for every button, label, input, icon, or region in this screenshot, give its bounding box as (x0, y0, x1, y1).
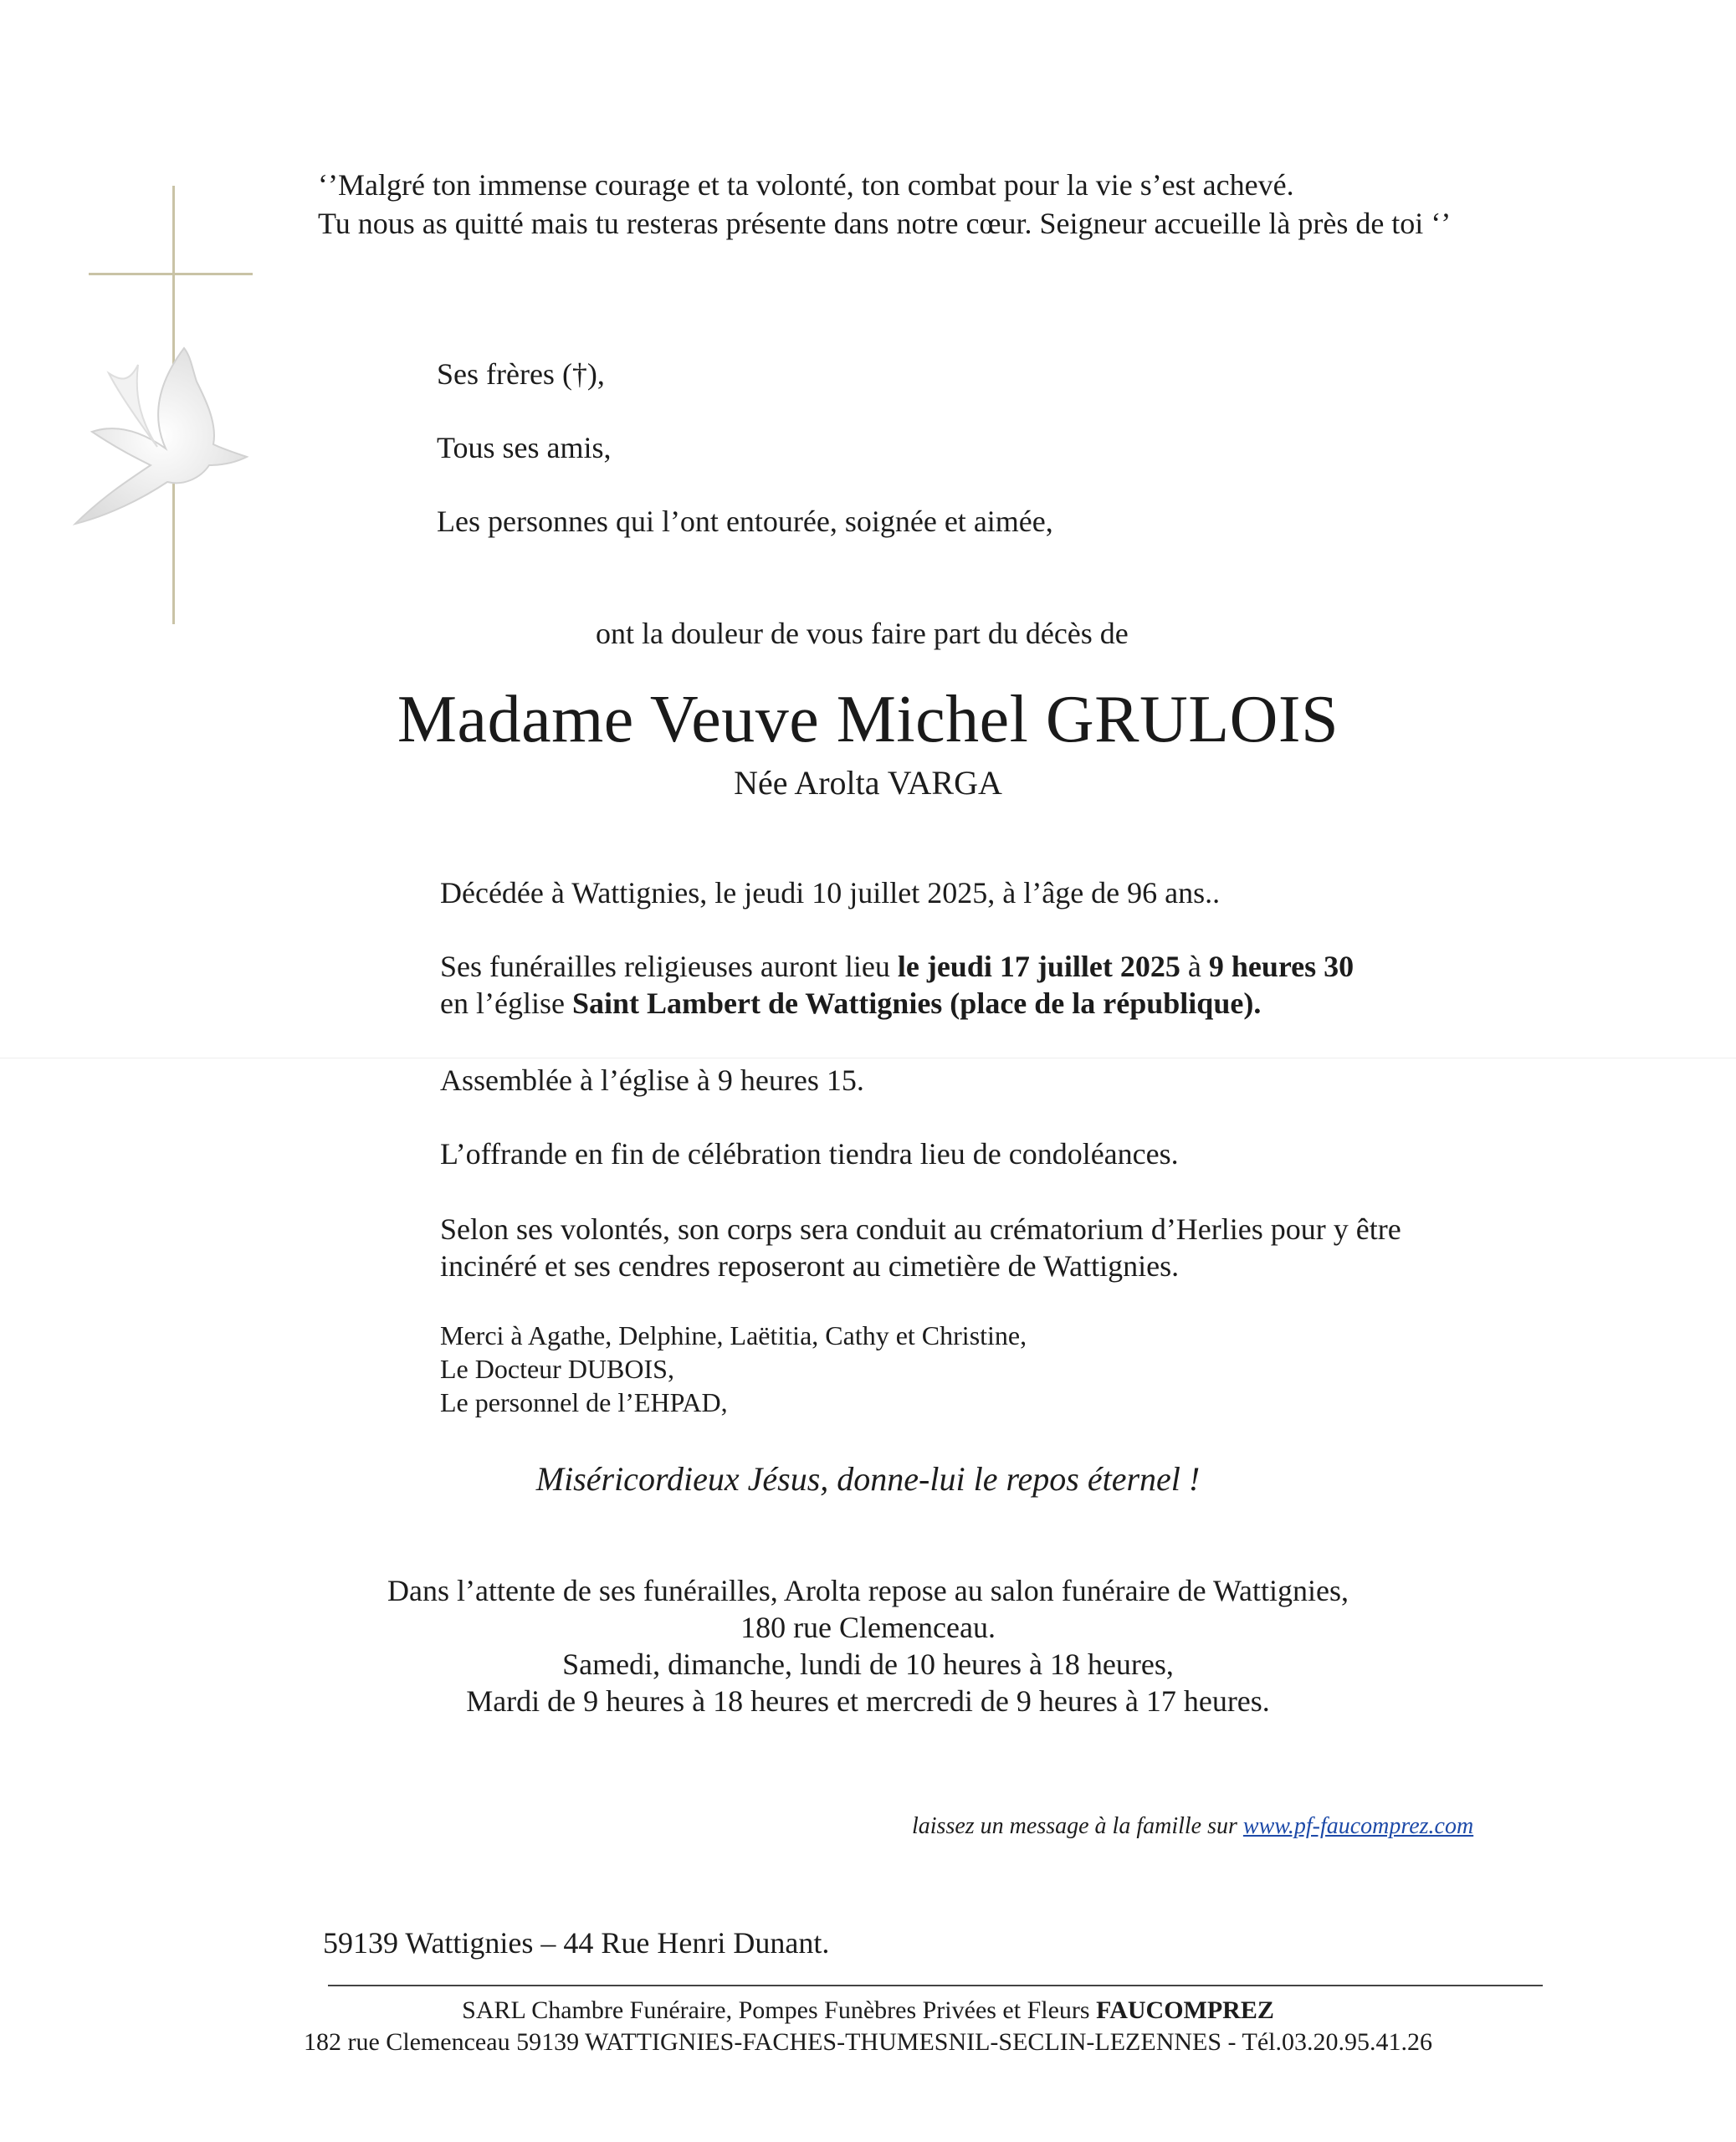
thanks-line: Le personnel de l’EHPAD, (440, 1387, 728, 1417)
thanks-line: Le Docteur DUBOIS, (440, 1354, 674, 1384)
family-brothers: Ses frères (†), (437, 357, 605, 391)
message-prompt (912, 1811, 1473, 1842)
assembly-time: Assemblée à l’église à 9 heures 15. (440, 1063, 864, 1097)
footer-company-prefix: SARL Chambre Funéraire, Pompes Funèbres Privées et Fleurs (462, 1996, 1090, 2024)
offering-note: L’offrande en fin de célébration tiendra lieu de condoléances. (440, 1137, 1179, 1171)
quote-line: Tu nous as quitté mais tu resteras présente dans notre cœur. Seigneur accueille là près de toi ‘’ (318, 207, 1452, 240)
funeral-line-1 (440, 947, 1354, 986)
wishes-line-2: incinéré et ses cendres reposeront au cimetière de Wattignies. (440, 1249, 1180, 1283)
viewing-line: 180 rue Clemenceau. (740, 1611, 996, 1644)
birth-name: Née Arolta VARGA (734, 764, 1002, 802)
thanks-block (440, 1319, 1027, 1419)
family-address: 59139 Wattignies – 44 Rue Henri Dunant. (323, 1926, 830, 1960)
funeral-line-2 (440, 984, 1261, 1022)
viewing-line: Samedi, dimanche, lundi de 10 heures à 18 heures, (562, 1647, 1174, 1681)
funeral-intro: Ses funérailles religieuses auront lieu (440, 950, 890, 983)
footer-divider (328, 1985, 1543, 1986)
footer-address: 182 rue Clemenceau 59139 WATTIGNIES-FACHES-THUMESNIL-SECLIN-LEZENNES - Tél.03.20.95.41.26 (304, 2028, 1432, 2056)
condolence-website-link[interactable]: www.pf-faucomprez.com (1242, 1813, 1474, 1839)
death-notice: Décédée à Wattignies, le jeudi 10 juillet 2025, à l’âge de 96 ans.. (440, 876, 1221, 910)
footer-company-name: FAUCOMPREZ (1096, 1996, 1274, 2024)
wishes-line-1: Selon ses volontés, son corps sera conduit au crématorium d’Herlies pour y être (440, 1212, 1401, 1246)
family-friends: Tous ses amis, (437, 431, 612, 464)
opening-quote (318, 166, 1451, 243)
funeral-at: à (1187, 950, 1201, 983)
dove-icon (59, 331, 276, 549)
message-text: laissez un message à la famille sur (912, 1813, 1237, 1839)
quote-line: ‘’Malgré ton immense courage et ta volonté, ton combat pour la vie s’est achevé. (318, 168, 1294, 202)
announcement: ont la douleur de vous faire part du décès de (596, 617, 1129, 650)
viewing-line: Dans l’attente de ses funérailles, Arolta repose au salon funéraire de Wattignies, (387, 1574, 1349, 1607)
funeral-time: 9 heures 30 (1208, 950, 1354, 983)
funeral-place: Saint Lambert de Wattignies (place de la république). (571, 986, 1262, 1020)
deceased-name: Madame Veuve Michel GRULOIS (397, 683, 1339, 756)
funeral-date: le jeudi 17 juillet 2025 (897, 950, 1180, 983)
funeral-place-intro: en l’église (440, 986, 565, 1020)
cross-icon-bar (89, 273, 253, 275)
viewing-line: Mardi de 9 heures à 18 heures et mercredi de 9 heures à 17 heures. (466, 1684, 1270, 1718)
prayer: Miséricordieux Jésus, donne-lui le repos éternel ! (535, 1460, 1201, 1498)
footer-company (0, 1995, 1736, 2027)
thanks-line: Merci à Agathe, Delphine, Laëtitia, Cathy et Christine, (440, 1320, 1027, 1350)
family-caregivers: Les personnes qui l’ont entourée, soignée et aimée, (437, 505, 1053, 538)
